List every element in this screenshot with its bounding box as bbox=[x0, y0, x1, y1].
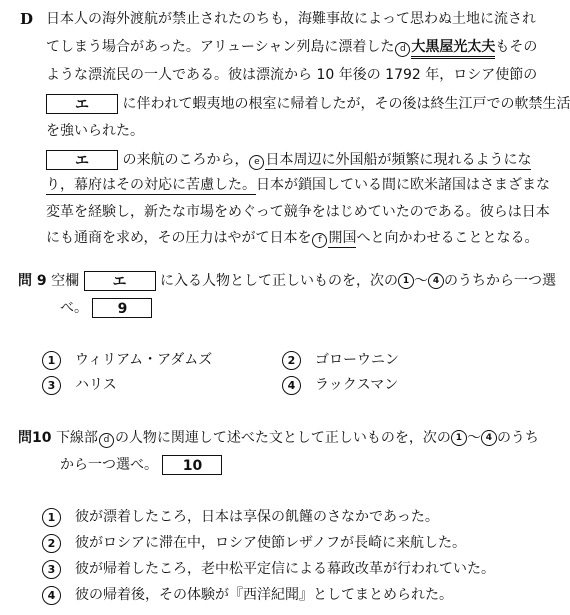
passage-text: 日本人の海外渡航が禁止されたのちも，海難事故によって思わぬ土地に流され bbox=[46, 11, 536, 27]
choice-number: 2 bbox=[42, 534, 61, 553]
answer-box-10: 10 bbox=[162, 455, 222, 475]
q9-choice[interactable] bbox=[282, 374, 398, 395]
passage-line bbox=[46, 66, 537, 84]
q9-choice[interactable] bbox=[282, 349, 399, 370]
underline-marker-d: d bbox=[99, 433, 114, 448]
q10-choice[interactable] bbox=[42, 506, 439, 527]
passage-line bbox=[46, 38, 537, 57]
passage-text: 変革を経験し，新たな市場をめぐって競争をはじめていたのである。彼らは日本 bbox=[46, 204, 550, 220]
underlined-text-e: り，幕府はその対応に苦慮した。 bbox=[46, 177, 256, 193]
question-text: のうち bbox=[496, 430, 539, 446]
choice-number: 3 bbox=[42, 376, 61, 395]
choice-number: 2 bbox=[282, 351, 301, 370]
range-end-number: 4 bbox=[428, 273, 444, 289]
passage-text: にも通商を求め，その圧力はやがて日本を bbox=[46, 230, 312, 246]
blank-box-e: エ bbox=[46, 150, 118, 170]
choice-number: 1 bbox=[42, 508, 61, 527]
range-start-number: 1 bbox=[398, 273, 414, 289]
underlined-person-name: 大黒屋光太夫 bbox=[411, 39, 495, 59]
passage-text: に伴われて蝦夷地の根室に帰着したが，その後は終生江戸での軟禁生活 bbox=[122, 96, 570, 112]
question-9-line bbox=[18, 271, 556, 291]
section-label: D bbox=[20, 10, 34, 28]
range-end-number: 4 bbox=[481, 430, 497, 446]
passage-text: 日本が鎖国している間に欧米諸国はさまざまな bbox=[256, 177, 550, 193]
range-tilde: 〜 bbox=[413, 273, 428, 289]
passage-text: もその bbox=[495, 39, 538, 55]
passage-line bbox=[46, 94, 570, 114]
question-text: から一つ選べ。 bbox=[60, 457, 158, 473]
question-9-label: 問 9 bbox=[18, 273, 47, 289]
range-start-number: 1 bbox=[451, 430, 467, 446]
underlined-text-f: 開国 bbox=[328, 230, 357, 246]
passage-line bbox=[46, 10, 536, 28]
passage-text: へと向かわせることとなる。 bbox=[356, 230, 539, 246]
answer-box-9: 9 bbox=[92, 298, 152, 318]
choice-text: 彼が漂着したころ，日本は享保の飢饉のさなかであった。 bbox=[75, 509, 439, 525]
underline-marker-f: f bbox=[312, 233, 327, 248]
question-text: べ。 bbox=[60, 300, 88, 316]
q10-choice[interactable] bbox=[42, 584, 453, 605]
question-10-label: 問10 bbox=[18, 430, 52, 446]
choice-text: ウィリアム・アダムズ bbox=[75, 352, 213, 368]
passage-text: てしまう場合があった。アリューシャン列島に漂着した bbox=[46, 39, 395, 55]
question-10-line bbox=[18, 429, 539, 448]
underlined-text-e: 日本周辺に外国船が頻繁に現れるようにな bbox=[265, 152, 532, 168]
passage-line bbox=[46, 176, 550, 194]
underline-marker-d: d bbox=[395, 42, 410, 57]
choice-text: 彼が帰着したころ，老中松平定信による幕政改革が行われていた。 bbox=[75, 561, 495, 577]
question-10-line bbox=[60, 455, 222, 475]
choice-number: 4 bbox=[282, 376, 301, 395]
question-text: の人物に関連して述べた文として正しいものを，次の bbox=[114, 430, 451, 446]
blank-box-e: エ bbox=[46, 94, 118, 114]
passage-text: ような漂流民の一人である。彼は漂流から 10 年後の 1792 年，ロシア使節の bbox=[46, 67, 538, 83]
question-text: のうちから一つ選 bbox=[443, 273, 556, 289]
choice-text: ゴローウニン bbox=[315, 352, 399, 368]
passage-text: を強いられた。 bbox=[46, 123, 144, 139]
question-9-line bbox=[60, 298, 152, 318]
question-text: に入る人物として正しいものを，次の bbox=[159, 273, 398, 289]
q9-choice[interactable] bbox=[42, 374, 117, 395]
choice-text: ラックスマン bbox=[315, 377, 399, 393]
question-text: 下線部 bbox=[55, 430, 98, 446]
passage-line bbox=[46, 122, 144, 140]
choice-number: 3 bbox=[42, 560, 61, 579]
passage-line bbox=[46, 150, 531, 170]
choice-text: 彼がロシアに滞在中，ロシア使節レザノフが長崎に来航した。 bbox=[75, 535, 467, 551]
q10-choice[interactable] bbox=[42, 532, 466, 553]
passage-line bbox=[46, 203, 550, 221]
passage-text: の来航のころから， bbox=[122, 152, 249, 168]
blank-box-e: エ bbox=[84, 271, 156, 291]
choice-number: 1 bbox=[42, 351, 61, 370]
question-text: 空欄 bbox=[51, 273, 80, 289]
choice-number: 4 bbox=[42, 586, 61, 605]
underline-marker-e: e bbox=[249, 155, 264, 170]
choice-text: ハリス bbox=[75, 377, 117, 393]
passage-line bbox=[46, 229, 538, 248]
choice-text: 彼の帰着後，その体験が『西洋紀聞』としてまとめられた。 bbox=[75, 587, 453, 603]
range-tilde: 〜 bbox=[466, 430, 481, 446]
q10-choice[interactable] bbox=[42, 558, 495, 579]
q9-choice[interactable] bbox=[42, 349, 212, 370]
